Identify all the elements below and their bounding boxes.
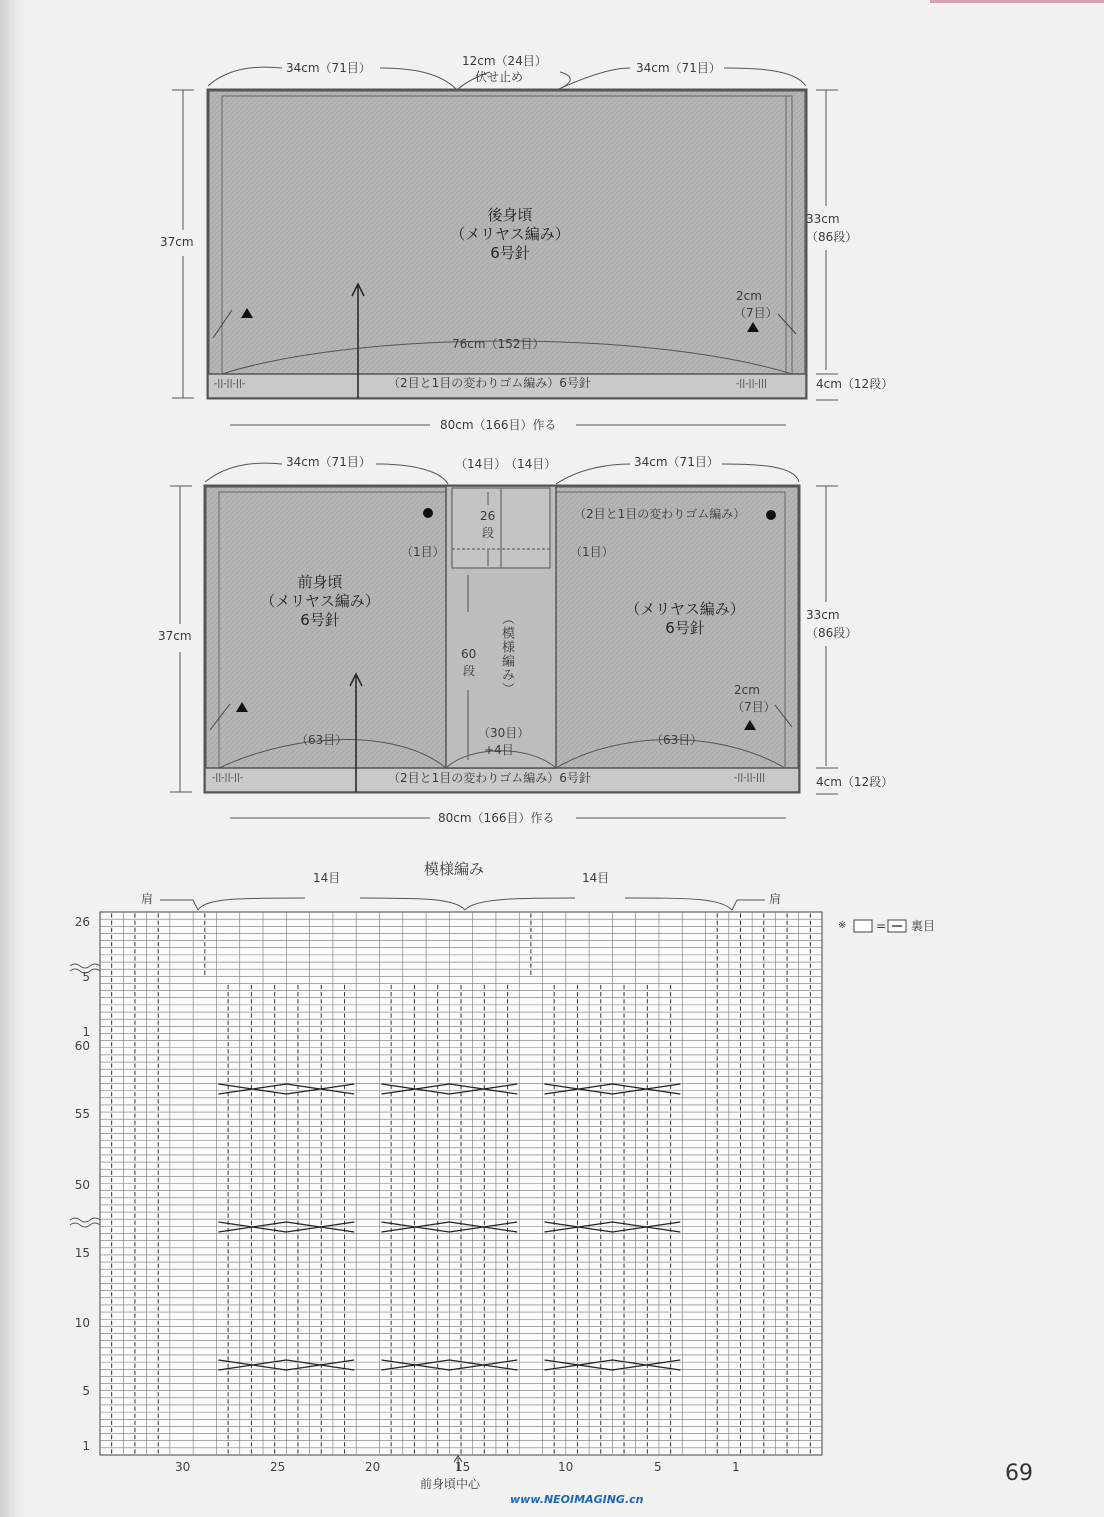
front-top-left-width: 34cm（71目）: [286, 455, 371, 469]
front-side-left-sts: （63目）: [296, 733, 348, 747]
chart-break-wave-icon: [70, 964, 100, 968]
front-neck-left-sts: （14目）: [455, 457, 507, 471]
chart-col-label: 1: [732, 1460, 740, 1474]
chart-row-label: 1: [82, 1439, 90, 1453]
chart-repeat-right: 14目: [582, 871, 610, 885]
front-cast-on: 80cm（166目）作る: [438, 811, 555, 825]
chart-row-label: 5: [82, 970, 90, 984]
front-height-right: 33cm: [806, 608, 840, 622]
legend-purl-text: 裏目: [911, 919, 936, 933]
front-height-left: 37cm: [158, 629, 192, 643]
chart-row-label: 10: [74, 1316, 90, 1330]
back-top-left-width: 34cm（71目）: [286, 61, 371, 75]
back-inner-width: 76cm（152目）: [452, 337, 545, 351]
front-one-st-left: （1目）: [401, 545, 445, 559]
front-rib-height: 4cm（12段）: [816, 775, 894, 789]
chart-repeat-left: 14目: [313, 871, 341, 885]
back-bind-off: 伏せ止め: [475, 70, 524, 84]
chart-shoulder-right: 肩: [769, 892, 782, 906]
back-decrease-cm: 2cm: [736, 289, 762, 303]
front-neck-rows: 26: [480, 509, 496, 523]
front-center-rows: 60: [461, 647, 477, 661]
chart-col-label: 5: [654, 1460, 662, 1474]
chart-row-label: 50: [74, 1178, 90, 1192]
chart-break-wave-icon: [70, 1223, 100, 1227]
back-rib-symbol-left: -||-||-||-: [214, 379, 246, 389]
back-rib-label: （2目と1目の変わりゴム編み）6号針: [388, 376, 591, 390]
front-side-right-sts: （63目）: [651, 733, 703, 747]
back-height-right: 33cm: [806, 212, 840, 226]
chart-row-label: 55: [74, 1107, 90, 1121]
chart-col-label: 10: [558, 1460, 574, 1474]
back-body-title: 後身頃 （メリヤス編み） 6号針: [450, 206, 570, 262]
front-rib-symbol-right: -||-||-|||: [734, 773, 765, 783]
chart-row-label: 60: [74, 1039, 90, 1053]
back-top-right-width: 34cm（71目）: [636, 61, 721, 75]
front-rib-label: （2目と1目の変わりゴム編み）6号針: [388, 771, 591, 785]
back-decrease-sts: （7目）: [734, 306, 778, 320]
front-center-rows-unit: 段: [463, 664, 476, 678]
legend-note-mark: ※: [838, 920, 847, 931]
chart-col-label: 30: [175, 1460, 191, 1474]
chart-row-label: 15: [74, 1246, 90, 1260]
chart-col-label: 15: [455, 1460, 471, 1474]
chart-shoulder-left: 肩: [141, 892, 154, 906]
front-neck-right-sts: （14目）: [505, 457, 557, 471]
chart-row-label: 26: [74, 915, 90, 929]
front-right-title: （メリヤス編み） 6号針: [625, 600, 745, 637]
chart-row-label: 5: [82, 1384, 90, 1398]
front-left-title: 前身頃 （メリヤス編み） 6号針: [260, 573, 380, 629]
back-height-left: 37cm: [160, 235, 194, 249]
front-center-inc: +4目: [484, 743, 514, 757]
front-decrease-cm: 2cm: [734, 683, 760, 697]
back-neck-width: 12cm（24目）: [462, 54, 547, 68]
legend-blank-square-icon: [854, 920, 872, 932]
chart-title: 模様編み: [424, 860, 485, 878]
page-number: 69: [1005, 1461, 1033, 1486]
knitting-chart-grid: [70, 912, 822, 1470]
chart-col-label: 25: [270, 1460, 286, 1474]
front-neck-rows-unit: 段: [482, 526, 495, 540]
watermark: www.NEOIMAGING.cn: [510, 1493, 644, 1506]
chart-center-label: 前身頃中心: [420, 1477, 481, 1491]
back-height-rows: （86段）: [806, 230, 858, 244]
chart-row-label: 1: [82, 1025, 90, 1039]
front-top-right-width: 34cm（71目）: [634, 455, 719, 469]
front-one-st-right: （1目）: [570, 545, 614, 559]
front-pattern-vertical-label: （模様編み）: [499, 612, 514, 696]
chart-col-label: 20: [365, 1460, 381, 1474]
front-center-sts: （30目）: [478, 726, 530, 740]
back-rib-symbol-right: -||-||-|||: [736, 379, 767, 389]
front-neck-rib-label: （2目と1目の変わりゴム編み）: [574, 507, 746, 521]
legend-equals: =: [876, 919, 887, 933]
front-decrease-sts: （7目）: [732, 700, 776, 714]
chart-braces: [160, 898, 765, 910]
back-cast-on: 80cm（166目）作る: [440, 418, 557, 432]
chart-break-wave-icon: [70, 1218, 100, 1222]
back-rib-height: 4cm（12段）: [816, 377, 894, 391]
front-height-rows: （86段）: [806, 626, 858, 640]
front-rib-symbol-left: -||-||-||-: [212, 773, 244, 783]
